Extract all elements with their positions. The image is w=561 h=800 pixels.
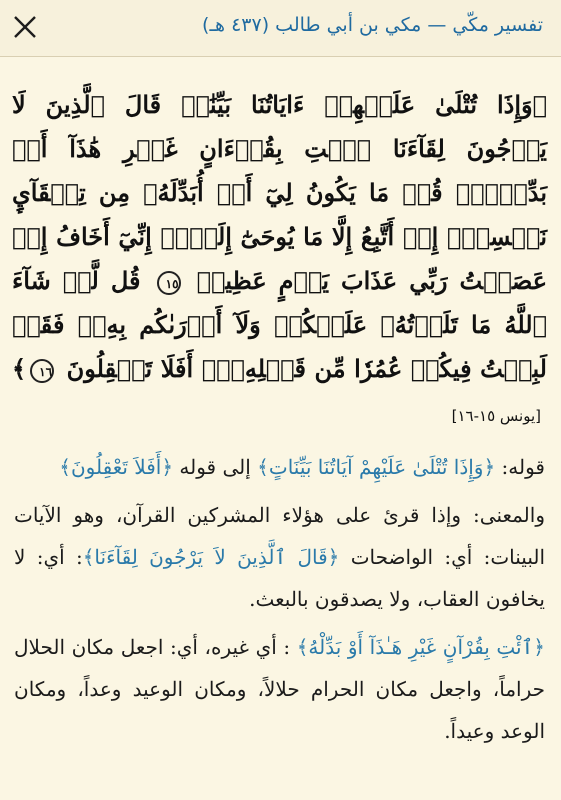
tafsir-paragraph-3	[14, 626, 545, 752]
closing-bracket: ﴾	[12, 354, 27, 383]
quran-quote: ﴿وَإِذَا تُتْلَىٰ عَلَيْهِمْ آيَاتُنَا بَيِّنَاتٍ﴾	[257, 455, 496, 479]
verse-number-16: ١٦	[30, 359, 54, 383]
tafsir-body	[0, 438, 561, 752]
tafsir-text: قوله:	[495, 455, 545, 479]
quran-quote: ﴿أَفَلاَ تَعْقِلُونَ﴾	[59, 455, 174, 479]
quran-quote: ﴿قَالَ ٱلَّذِينَ لاَ يَرْجُونَ لِقَآءَنَا﴾	[82, 545, 340, 569]
close-button[interactable]	[10, 12, 40, 42]
tafsir-paragraph-2	[14, 494, 545, 620]
tafsir-text: : أي: لا يخافون العقاب، ولا يصدقون بالبعث.	[14, 545, 545, 611]
verse-text-15: ﴿وَإِذَا تُتْلَىٰ عَلَيۡهِمۡ ءَايَاتُنَا بَيِّنَٰتٖ قَالَ ٱلَّذِينَ لَا يَرۡجُونَ لِقَآءَنَا ٱئۡتِ بِقُرۡءَانٍ غَيۡرِ هَٰذَآ أَوۡ بَدِّلۡهُۚ قُلۡ مَا يَكُونُ لِيٓ أَنۡ أُبَدِّلَهُۥ مِن تِلۡقَآيِٕ نَفۡسِيٓۖ إِنۡ أَتَّبِعُ إِلَّا مَا يُوحَىٰٓ إِلَيَّۖ إِنِّيٓ أَخَافُ إِنۡ عَصَيۡتُ رَبِّي عَذَابَ يَوۡمٍ عَظِيمٖ	[12, 90, 548, 295]
quran-verses	[0, 57, 561, 438]
quran-quote: ﴿ٱئْتِ بِقُرْآنٍ غَيْرِ هَـٰذَآ أَوْ بَدِّلْهُ﴾	[296, 635, 545, 659]
verse-text-16: قُل لَّوۡ شَآءَ ٱللَّهُ مَا تَلَوۡتُهُۥ عَلَيۡكُمۡ وَلَآ أَدۡرَىٰكُم بِهِۦۖ فَقَدۡ لَبِثۡتُ فِيكُمۡ عُمُرٗا مِّن قَبۡلِهِۦٓۚ أَفَلَا تَعۡقِلُونَ	[12, 266, 547, 383]
page-title: تفسير مكّي — مكي بن أبي طالب (٤٣٧ هـ)	[202, 14, 543, 36]
close-icon	[10, 12, 40, 42]
verse-reference: [يونس ١٥-١٦]	[451, 407, 541, 425]
tafsir-paragraph-1	[14, 446, 545, 488]
verse-number-15: ١٥	[157, 271, 181, 295]
tafsir-text: والمعنى: وإذا قرئ على هؤلاء المشركين القرآن، وهو الآيات البينات: أي: الواضحات	[14, 503, 546, 569]
top-bar	[0, 0, 561, 57]
tafsir-text: : أي غيره، أي: اجعل مكان الحلال حراماً، واجعل مكان الحرام حلالاً، ومكان الوعيد وعداً، ومكان الوعد وعيداً.	[14, 635, 545, 743]
tafsir-text: إلى قوله	[173, 455, 258, 479]
